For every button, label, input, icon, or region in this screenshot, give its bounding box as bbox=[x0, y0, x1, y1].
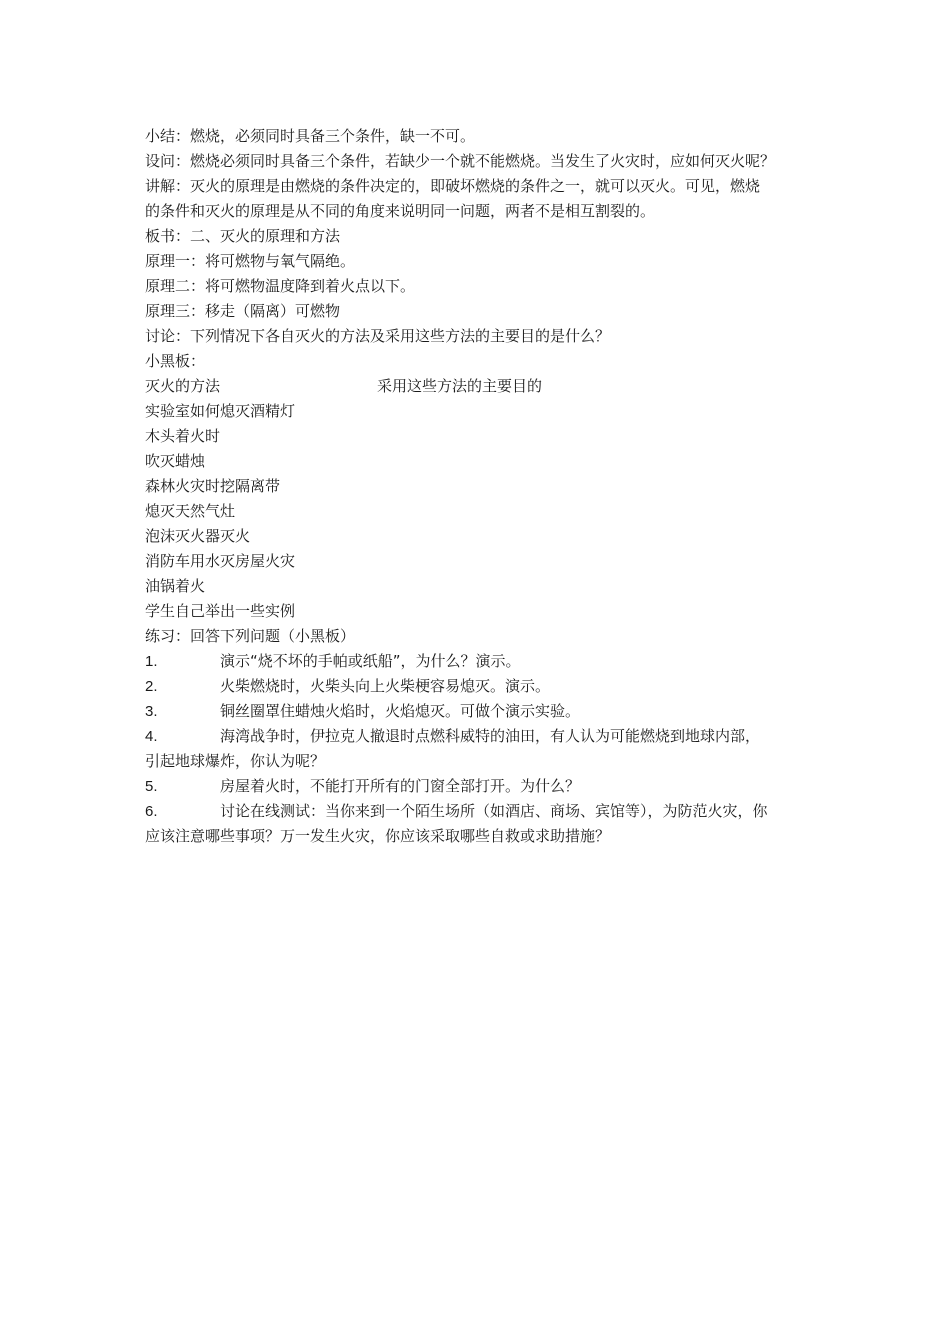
method-row: 消防车用水灭房屋火灾 bbox=[145, 552, 296, 570]
exercise-item bbox=[145, 649, 817, 674]
exercise-text: 演示“烧不坏的手帕或纸船”，为什么？演示。 bbox=[220, 652, 521, 670]
method-row: 油锅着火 bbox=[145, 577, 206, 595]
method-row: 吹灭蜡烛 bbox=[145, 452, 206, 470]
method-row: 实验室如何熄灭酒精灯 bbox=[145, 402, 296, 420]
exercise-item bbox=[145, 774, 817, 799]
column-method: 灭火的方法 bbox=[145, 377, 221, 395]
principle-three: 原理三：移走（隔离）可燃物 bbox=[145, 302, 341, 320]
explanation-line-2: 的条件和灭火的原理是从不同的角度来说明同一问题，两者不是相互割裂的。 bbox=[145, 202, 656, 220]
method-row: 泡沫灭火器灭火 bbox=[145, 527, 251, 545]
column-purpose: 采用这些方法的主要目的 bbox=[377, 377, 543, 395]
explanation-line-1: 讲解：灭火的原理是由燃烧的条件决定的，即破坏燃烧的条件之一，就可以灭火。可见，燃烧 bbox=[145, 177, 761, 195]
exercise-heading: 练习：回答下列问题（小黑板） bbox=[145, 627, 356, 645]
exercise-item bbox=[145, 799, 817, 849]
exercise-text: 海湾战争时，伊拉克人撤退时点燃科威特的油田，有人认为可能燃烧到地球内部， bbox=[220, 727, 761, 745]
principle-two: 原理二：将可燃物温度降到着火点以下。 bbox=[145, 277, 416, 295]
method-row: 熄灭天然气灶 bbox=[145, 502, 236, 520]
exercise-number: 4. bbox=[145, 728, 158, 745]
exercise-number: 5. bbox=[145, 778, 158, 795]
principle-one: 原理一：将可燃物与氧气隔绝。 bbox=[145, 252, 356, 270]
exercise-list bbox=[145, 649, 817, 849]
method-row: 森林火灾时挖隔离带 bbox=[145, 477, 281, 495]
exercise-item bbox=[145, 674, 817, 699]
summary-line: 小结：燃烧，必须同时具备三个条件，缺一不可。 bbox=[145, 127, 476, 145]
exercise-item bbox=[145, 699, 817, 724]
blackboard-label: 小黑板： bbox=[145, 352, 206, 370]
exercise-number: 6. bbox=[145, 803, 158, 820]
document-body bbox=[145, 124, 817, 849]
exercise-number: 1. bbox=[145, 653, 158, 670]
method-row: 木头着火时 bbox=[145, 427, 221, 445]
exercise-text-continued: 引起地球爆炸，你认为呢？ bbox=[145, 752, 326, 770]
method-row: 学生自己举出一些实例 bbox=[145, 602, 296, 620]
exercise-text: 火柴燃烧时，火柴头向上火柴梗容易熄灭。演示。 bbox=[220, 677, 551, 695]
exercise-text-continued: 应该注意哪些事项？万一发生火灾，你应该采取哪些自救或求助措施？ bbox=[145, 827, 611, 845]
question-line: 设问：燃烧必须同时具备三个条件，若缺少一个就不能燃烧。当发生了火灾时，应如何灭火呢？ bbox=[145, 152, 776, 170]
exercise-number: 2. bbox=[145, 678, 158, 695]
method-list bbox=[145, 399, 817, 624]
board-heading: 板书：二、灭火的原理和方法 bbox=[145, 227, 341, 245]
exercise-item bbox=[145, 724, 817, 774]
exercise-text: 铜丝圈罩住蜡烛火焰时，火焰熄灭。可做个演示实验。 bbox=[220, 702, 581, 720]
discussion-line: 讨论：下列情况下各自灭火的方法及采用这些方法的主要目的是什么？ bbox=[145, 327, 611, 345]
exercise-text: 讨论在线测试：当你来到一个陌生场所（如酒店、商场、宾馆等），为防范火灾，你 bbox=[220, 802, 768, 820]
exercise-number: 3. bbox=[145, 703, 158, 720]
table-header bbox=[145, 374, 817, 399]
exercise-text: 房屋着火时，不能打开所有的门窗全部打开。为什么？ bbox=[220, 777, 581, 795]
